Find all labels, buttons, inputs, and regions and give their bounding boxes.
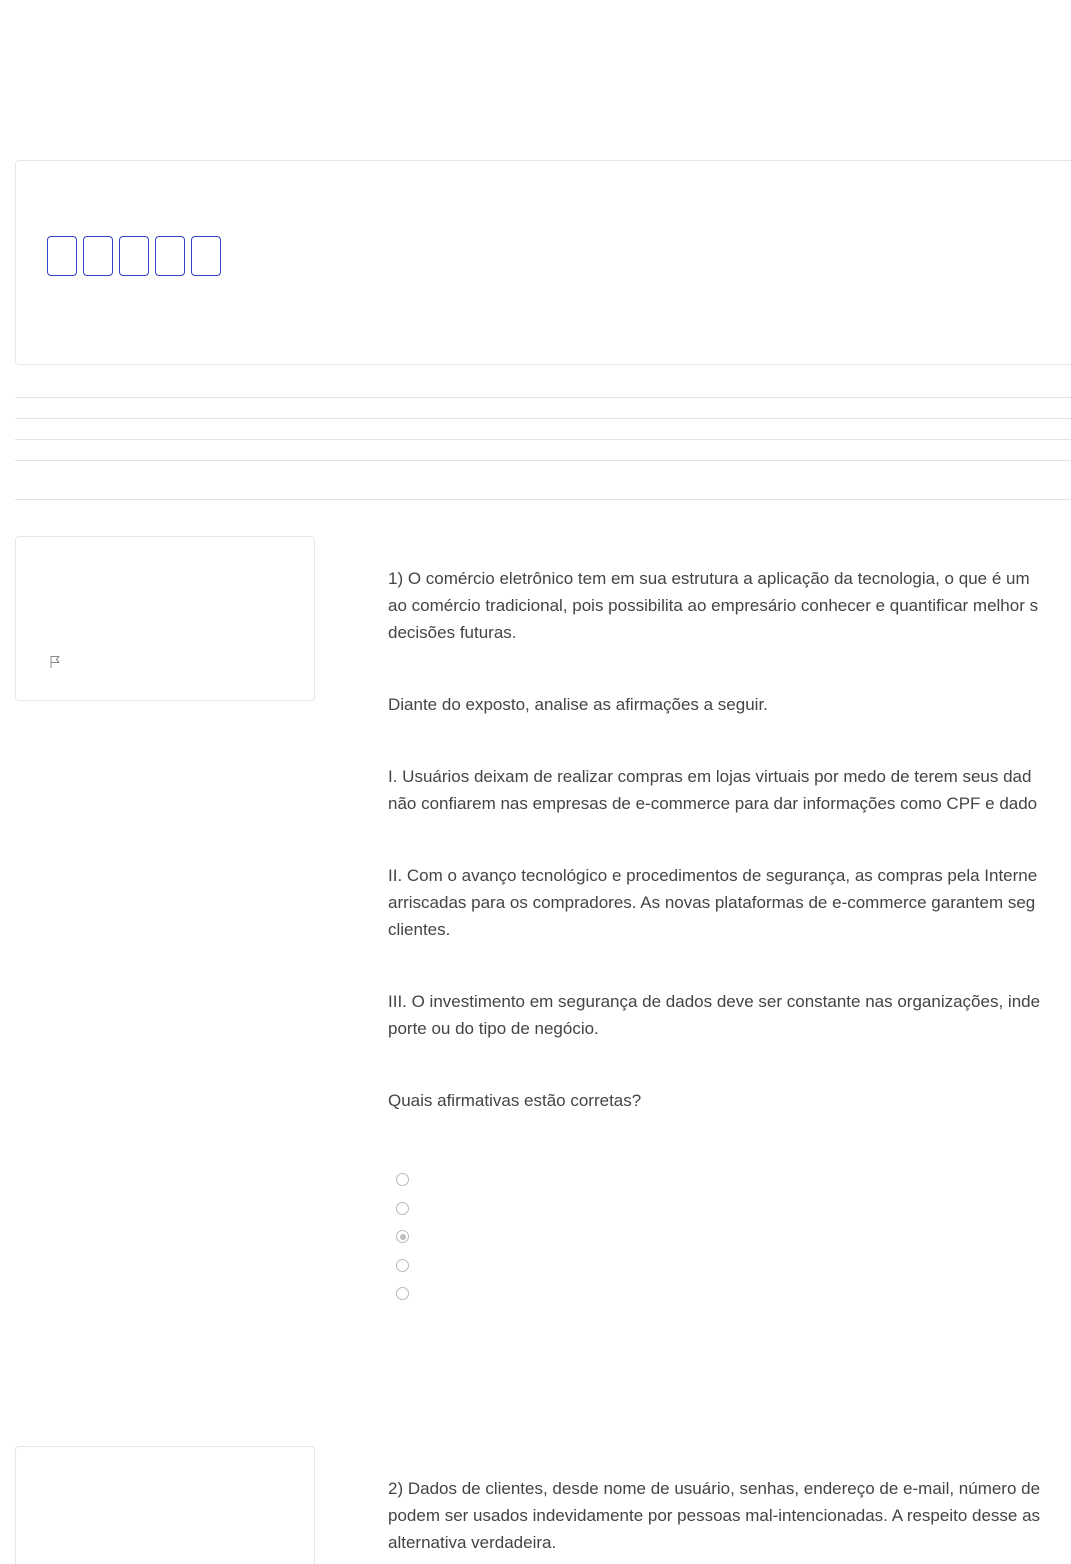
question-nav-buttons [47,236,221,276]
divider [15,418,1071,419]
question-1-options [396,1173,409,1316]
question-nav-button-2[interactable] [83,236,113,276]
question-nav-button-1[interactable] [47,236,77,276]
question-2-text: 2) Dados de clientes, desde nome de usuário, senhas, endereço de e-mail, número de podem ser usados indevidamente por pessoas mal-intencionadas. A respeito desse as alternativa verdadeira. [388,1479,1041,1552]
question-1-prompt: Quais afirmativas estão corretas? [388,1091,642,1110]
divider [15,499,1071,500]
question-1-statement-1: I. Usuários deixam de realizar compras em lojas virtuais por medo de terem seus dad não confiarem nas empresas de e-commerce para dar informações como CPF e dado [388,767,1038,813]
answer-option-radio-4[interactable] [396,1259,409,1272]
question-nav-button-4[interactable] [155,236,185,276]
answer-option-radio-2[interactable] [396,1202,409,1215]
question-1-statement-2: II. Com o avanço tecnológico e procedimentos de segurança, as compras pela Interne arriscadas para os compradores. As novas plataformas de e-commerce garantem seg clientes. [388,866,1038,939]
divider [15,460,1071,461]
question-1-statement-3: III. O investimento em segurança de dados deve ser constante nas organizações, inde porte ou do tipo de negócio. [388,992,1041,1038]
question-nav-button-5[interactable] [191,236,221,276]
question-1-intro: 1) O comércio eletrônico tem em sua estrutura a aplicação da tecnologia, o que é um ao comércio tradicional, pois possibilita ao empresário conhecer e quantificar melhor s decisões futuras. [388,569,1039,642]
question-2-info-box [15,1446,315,1564]
flag-icon[interactable] [49,655,61,669]
answer-option-radio-1[interactable] [396,1173,409,1186]
answer-option-radio-3[interactable] [396,1230,409,1243]
question-1-instruction: Diante do exposto, analise as afirmações a seguir. [388,695,768,714]
divider [15,397,1071,398]
question-navigation-panel [15,160,1071,365]
question-1-info-box [15,536,315,701]
divider [15,439,1071,440]
question-nav-button-3[interactable] [119,236,149,276]
answer-option-radio-5[interactable] [396,1287,409,1300]
